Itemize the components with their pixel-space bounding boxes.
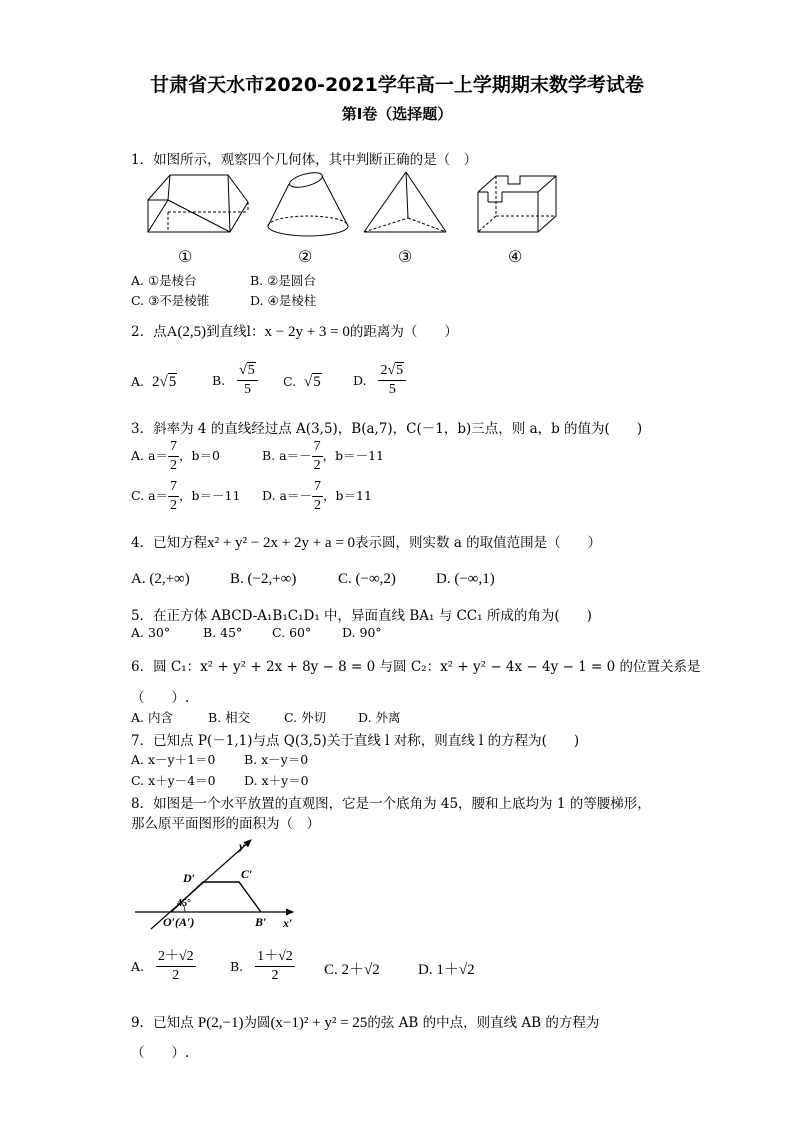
q2-option-b[interactable]: B. $\frac{√5}{5}$ bbox=[212, 362, 258, 399]
q1-solids-figure bbox=[138, 170, 598, 270]
q6-stem: 6．圆 C₁：x² + y² + 2x + 8y − 8 = 0 与圆 C₂：x² + y² − 4x − 4y − 1 = 0 的位置关系是 bbox=[131, 659, 701, 675]
q4-option-d[interactable]: D. (−∞,1) bbox=[436, 571, 495, 587]
q7-stem: 7．已知点 P(－1,1)与点 Q(3,5)关于直线 l 对称，则直线 l 的方程为( ) bbox=[131, 733, 580, 749]
q5-option-b[interactable]: B. 45° bbox=[203, 625, 243, 640]
q8-option-a[interactable]: A. $\frac{2+√2}{2}$ bbox=[131, 949, 194, 983]
solid-3-label: ③ bbox=[398, 249, 413, 266]
solid-1-label: ① bbox=[178, 249, 193, 266]
q5-option-c[interactable]: C. 60° bbox=[272, 625, 312, 640]
q3-stem: 3．斜率为 4 的直线经过点 A(3,5)，B(a,7)，C(－1，b)三点，则 a，b 的值为( ) bbox=[131, 421, 643, 437]
c-point-label: C′ bbox=[241, 867, 253, 881]
q3-option-d[interactable]: D. a＝－ $\frac{7}{2}$ ，b＝11 bbox=[262, 479, 372, 513]
q9-stem: 9．已知点 P(2,−1)为圆(x−1)² + y² = 25的弦 AB 的中点，则直线 AB 的方程为 bbox=[131, 1015, 600, 1031]
q8-option-c[interactable]: C. 2＋√2 bbox=[324, 962, 380, 978]
origin-label: O′(A′) bbox=[163, 915, 195, 929]
solid-4-label: ④ bbox=[508, 249, 523, 266]
q8-stem-cont: 那么原平面图形的面积为（ ） bbox=[131, 816, 320, 832]
angle-label: 45° bbox=[177, 898, 191, 909]
q6-option-c[interactable]: C. 外切 bbox=[284, 710, 327, 725]
solid-2-label: ② bbox=[298, 249, 313, 266]
page-title: 甘肃省天水市2020-2021学年高一上学期期末数学考试卷 bbox=[150, 74, 644, 96]
q7-option-a[interactable]: A. x－y＋1＝0 bbox=[131, 752, 216, 767]
q9-stem-cont: （ ）. bbox=[131, 1045, 190, 1061]
q8-option-d[interactable]: D. 1＋√2 bbox=[418, 962, 475, 978]
q6-stem-cont: （ ）. bbox=[131, 690, 190, 706]
section-subtitle: 第I卷（选择题） bbox=[341, 105, 453, 123]
q7-option-d[interactable]: D. x＋y＝0 bbox=[244, 773, 309, 788]
q3-option-b[interactable]: B. a＝－ $\frac{7}{2}$ ，b＝－11 bbox=[262, 439, 385, 473]
x-axis-label: x′ bbox=[283, 916, 293, 930]
q4-stem: 4．已知方程x² + y² − 2x + 2y + a = 0表示圆，则实数 a 的取值范围是（ ） bbox=[131, 535, 602, 551]
q2-stem: 2．点A(2,5)到直线l：x − 2y + 3 = 0的距离为（ ） bbox=[131, 324, 458, 340]
q5-stem: 5．在正方体 ABCD-A₁B₁C₁D₁ 中，异面直线 BA₁ 与 CC₁ 所成的角为( ) bbox=[131, 608, 592, 624]
solid-3-pyramid bbox=[364, 172, 446, 232]
q1-stem: 1．如图所示，观察四个几何体，其中判断正确的是（ ） bbox=[131, 152, 478, 168]
q4-option-c[interactable]: C. (−∞,2) bbox=[338, 571, 396, 587]
q8-oblique-figure bbox=[133, 834, 308, 930]
q2-option-d[interactable]: D. $\frac{2√5}{5}$ bbox=[353, 362, 406, 399]
solid-4-notched-block bbox=[478, 176, 556, 232]
solid-2-frustum bbox=[268, 170, 348, 236]
q3-option-c[interactable]: C. a＝ $\frac{7}{2}$ ，b＝－11 bbox=[131, 479, 241, 513]
q2-option-c[interactable]: C. √5 bbox=[283, 374, 321, 390]
q4-option-a[interactable]: A. (2,+∞) bbox=[131, 571, 190, 587]
q6-option-b[interactable]: B. 相交 bbox=[208, 710, 251, 725]
b-point-label: B′ bbox=[255, 915, 267, 929]
q8-stem: 8．如图是一个水平放置的直观图，它是一个底角为 45，腰和上底均为 1 的等腰梯形， bbox=[131, 796, 651, 812]
q1-option-c[interactable]: C. ③不是棱锥 bbox=[131, 293, 210, 308]
y-axis-label: y′ bbox=[239, 839, 248, 853]
q3-option-a[interactable]: A. a＝ $\frac{7}{2}$ ，b＝0 bbox=[131, 439, 220, 473]
q6-option-a[interactable]: A. 内含 bbox=[131, 710, 173, 725]
q8-option-b[interactable]: B. $\frac{1+√2}{2}$ bbox=[230, 949, 293, 983]
q7-option-b[interactable]: B. x－y＝0 bbox=[244, 752, 309, 767]
q4-option-b[interactable]: B. (−2,+∞) bbox=[230, 571, 297, 587]
q6-option-d[interactable]: D. 外离 bbox=[358, 710, 401, 725]
q1-option-d[interactable]: D. ④是棱柱 bbox=[250, 293, 317, 308]
q7-option-c[interactable]: C. x＋y－4＝0 bbox=[131, 773, 216, 788]
q2-option-a[interactable]: A. 2√5 bbox=[131, 374, 177, 390]
q5-option-d[interactable]: D. 90° bbox=[342, 625, 382, 640]
solid-1-prism bbox=[148, 175, 248, 232]
q5-option-a[interactable]: A. 30° bbox=[131, 625, 171, 640]
q1-option-a[interactable]: A. ①是棱台 bbox=[131, 273, 197, 288]
q1-option-b[interactable]: B. ②是圆台 bbox=[250, 273, 316, 288]
d-point-label: D′ bbox=[183, 871, 196, 885]
